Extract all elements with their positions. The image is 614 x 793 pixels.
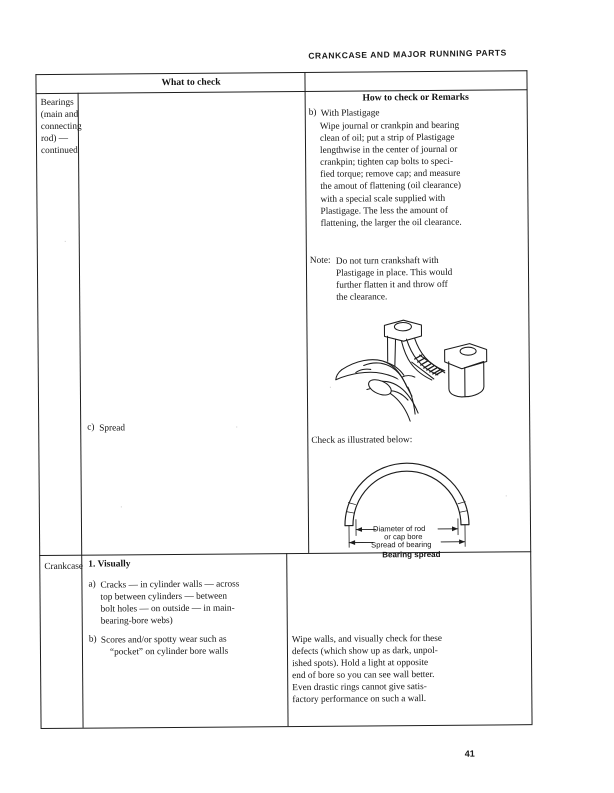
table-top-border: [35, 70, 527, 75]
what-to-check-item-a-line-1: Cracks — in cylinder walls — across: [100, 579, 240, 591]
what-to-check-item-c: [87, 422, 207, 435]
spread-of-bearing-label: Spread of bearing: [371, 539, 432, 550]
plastigage-hand-illustration: [311, 316, 517, 428]
item-column-divider: [78, 93, 84, 728]
what-to-check-heading-visually: 1. Visually: [88, 559, 131, 570]
diameter-of-rod-label-line-1: Diameter of rod: [372, 524, 426, 534]
crankcase-remark-line-5: Even drastic rings cannot give satis-: [292, 682, 427, 694]
what-to-check-item-b-line-1: Scores and/or spotty wear such as: [100, 634, 227, 646]
column-header-what-to-check: What to check: [161, 76, 221, 89]
crankcase-remark-line-1: Wipe walls, and visually check for these: [291, 633, 443, 646]
diameter-of-rod-label-line-2: or cap bore: [384, 532, 423, 542]
row-item-bearings-line-3: connecting: [40, 121, 82, 133]
how-to-check-heading-b-marker: b): [308, 107, 317, 118]
crankcase-remark-line-4: end of bore so you can see wall better.: [292, 670, 435, 682]
running-head: CRANKCASE AND MAJOR RUNNING PARTS: [308, 47, 507, 61]
note-label: Note:: [309, 255, 331, 266]
scan-speck: [506, 495, 507, 496]
table-right-border: [526, 70, 532, 724]
what-how-divider: [304, 72, 309, 553]
what-to-check-item-b-marker: b): [88, 634, 97, 645]
plastigage-line-8: Plastigage. The less the amount of: [320, 205, 448, 217]
what-to-check-item-b-line-2: “pocket” on cylinder bore walls: [109, 646, 229, 658]
how-to-check-paragraph-crankcase: [292, 632, 528, 706]
crankcase-remark-line-6: factory performance on such a wall.: [292, 694, 427, 706]
column-header-how-to-check: How to check or Remarks: [362, 91, 469, 104]
page-number: 41: [464, 748, 475, 759]
what-to-check-item-a-line-3: bolt holes — on outside — in main-: [100, 603, 235, 615]
plastigage-line-7: with a special scale supplied with: [320, 193, 446, 205]
scan-speck: [65, 241, 66, 242]
check-as-illustrated-below: Check as illustrated below:: [311, 435, 413, 446]
row-item-bearings-line-1: Bearings: [40, 97, 74, 109]
row-item-bearings-line-2: (main and: [40, 109, 79, 121]
row-item-bearings-line-5: continued: [41, 146, 78, 157]
plastigage-line-4: crankpin; tighten cap bolts to speci-: [320, 157, 454, 169]
what-to-check-item-c-text: Spread: [99, 423, 126, 434]
how-to-check-heading-b-text: With Plastigage: [320, 108, 380, 119]
how-to-check-paragraph-plastigage: [320, 119, 526, 229]
scan-speck: [236, 426, 237, 427]
what-to-check-item-c-marker: c): [87, 422, 95, 433]
scan-speck: [330, 387, 331, 388]
how-to-check-heading-b: [309, 106, 519, 120]
row-item-crankcase: [44, 561, 84, 573]
row-item-crankcase-line-1: Crankcase: [44, 561, 84, 573]
plastigage-line-9: flattening, the larger the oil clearance.: [320, 217, 462, 229]
crankcase-remark-line-2: defects (which show up as dark, unpol-: [291, 646, 438, 658]
what-to-check-item-a-line-4: bearing-bore webs): [100, 616, 173, 627]
note-line-4: the clearance.: [336, 292, 388, 303]
note-line-1: Do not turn crankshaft with: [335, 255, 439, 267]
note-line-3: further flatten it and throw off: [336, 280, 448, 291]
what-to-check-item-b: [89, 633, 289, 659]
row-divider: [39, 551, 531, 556]
plastigage-line-1: Wipe journal or crankpin and bearing: [319, 120, 460, 132]
what-to-check-item-a-marker: a): [88, 579, 96, 590]
what-to-check-item-a-line-2: top between cylinders — between: [100, 591, 228, 603]
table-left-border: [35, 74, 41, 728]
plastigage-line-3: lengthwise in the center of journal or: [320, 144, 458, 157]
plastigage-line-2: clean of oil; put a strip of Plastigage: [319, 132, 455, 144]
row-item-bearings-line-4: rod) —: [40, 134, 69, 145]
plastigage-line-5: fied torque; remove cap; and measure: [320, 169, 461, 181]
row-item-bearings: [41, 97, 81, 158]
note-line-2: Plastigage in place. This would: [335, 267, 453, 279]
plastigage-line-6: the amout of flattening (oil clearance): [320, 181, 462, 193]
note-text: [336, 254, 526, 304]
what-to-check-item-a: [88, 578, 288, 628]
crankcase-remark-line-3: ished spots). Hold a light at opposite: [292, 658, 429, 670]
scan-speck: [121, 506, 122, 507]
bearing-spread-caption: Bearing spread: [382, 549, 441, 560]
